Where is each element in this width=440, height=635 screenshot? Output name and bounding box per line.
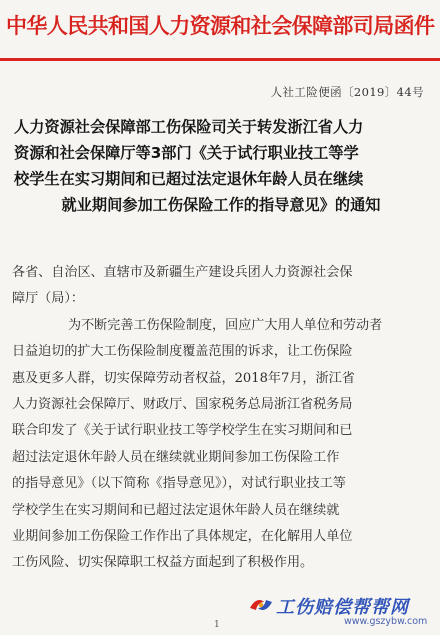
paragraph-line: 学校学生在实习期间和已超过法定退休年龄人员在继续就 — [12, 502, 340, 518]
watermark-url: www.gszybw.com — [344, 616, 428, 627]
title-line: 就业期间参加工伤保险工作的指导意见》的通知 — [61, 196, 381, 214]
title-line: 人力资源社会保障部工伤保险司关于转发浙江省人力 — [14, 118, 364, 136]
paragraph-line: 人力资源社会保障厅、财政厅、国家税务总局浙江省税务局 — [12, 397, 353, 413]
paragraph-line: 业期间参加工伤保险工作作出了具体规定，在化解用人单位 — [12, 529, 353, 545]
title-line: 资源和社会保障厅等3部门《关于试行职业技工等学 — [14, 144, 359, 162]
salutation-line: 各省、自治区、直辖市及新疆生产建设兵团人力资源社会保 — [12, 265, 353, 280]
letterhead-divider — [0, 58, 440, 61]
hands-logo-icon — [248, 594, 274, 616]
notice-title — [14, 114, 428, 218]
paragraph-line: 超过法定退休年龄人员在继续就业期间参加工伤保险工作 — [12, 449, 340, 465]
paragraph-line: 工伤风险、切实保障职工权益方面起到了积极作用。 — [12, 555, 314, 571]
site-watermark — [246, 592, 436, 632]
title-line: 校学生在实习期间和已超过法定退休年龄人员在继续 — [14, 170, 364, 188]
page-number: 1 — [214, 620, 220, 630]
paragraph-line: 为不断完善工伤保险制度，回应广大用人单位和劳动者 — [68, 317, 383, 333]
notice-body — [12, 260, 430, 577]
letterhead-title: 中华人民共和国人力资源和社会保障部司局函件 — [6, 13, 435, 38]
watermark-title: 工伤赔偿帮帮网 — [276, 597, 409, 618]
paragraph-line: 联合印发了《关于试行职业技工等学校学生在实习期间和已 — [12, 423, 353, 439]
salutation-line: 障厅（局）： — [12, 291, 85, 307]
paragraph-line: 的指导意见》（以下简称《指导意见》），对试行职业技工等 — [12, 476, 346, 492]
paragraph-line: 惠及更多人群，切实保障劳动者权益，2018年7月，浙江省 — [12, 370, 355, 386]
document-number: 人社工险便函〔2019〕44号 — [270, 85, 424, 99]
paragraph-line: 日益迫切的扩大工伤保险制度覆盖范围的诉求，让工伤保险 — [12, 344, 353, 360]
